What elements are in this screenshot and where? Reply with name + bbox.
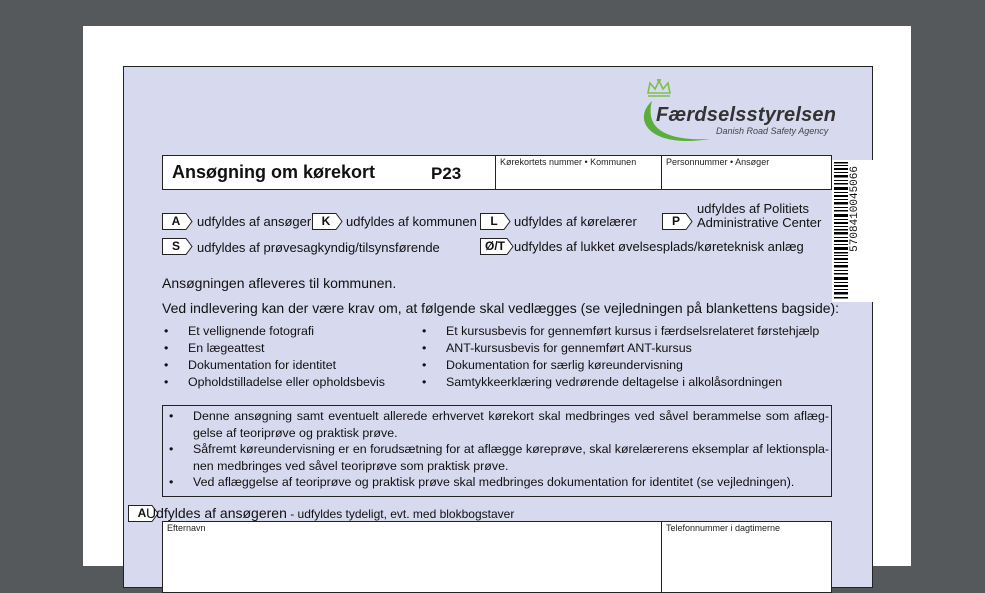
tag-k-label: K [321, 214, 331, 228]
tag-s [162, 238, 192, 254]
list-item: • En lægeattest [164, 340, 385, 357]
section-a-heading [146, 505, 514, 521]
list-item: • Et vellignende fotografi [164, 323, 385, 340]
list-item: • ANT-kursusbevis for gennemført ANT-kursus [422, 340, 819, 357]
legend-l-text: udfyldes af kørelærer [514, 214, 637, 229]
section-a-subtitle: - udfyldes tydeligt, evt. med blokbogstaver [286, 507, 515, 521]
phone-field[interactable] [661, 522, 832, 592]
legend-ot-text: udfyldes af lukket øvelsesplads/køreteknisk anlæg [514, 239, 804, 254]
list-item: • Samtykkeerklæring vedrørende deltagelse i alkolåsordningen [422, 374, 819, 391]
note-item: • Ved aflæggelse af teoriprøve og praktisk prøve skal medbringes dokumentation for identitet (se vejledningen). [169, 474, 829, 491]
legend-s-text: udfyldes af prøvesagkyndig/tilsynsførende [197, 240, 440, 255]
legend-k-text: udfyldes af kommunen [346, 214, 477, 229]
form-sheet [123, 66, 873, 588]
title-box [162, 155, 832, 190]
list-item: • Dokumentation for særlig køreundervisning [422, 357, 819, 374]
notes-list [169, 408, 829, 491]
tag-l-label: L [490, 214, 498, 228]
list-item: • Dokumentation for identitet [164, 357, 385, 374]
cpr-number-label: Personnummer • Ansøger [666, 157, 770, 167]
agency-name: Færdselsstyrelsen [656, 104, 837, 126]
tag-ot-label: Ø/T [485, 239, 505, 253]
phone-label: Telefonnummer i dagtimerne [666, 523, 781, 533]
requirements-left-list [164, 323, 385, 391]
intro-line1: Ansøgningen afleveres til kommunen. [162, 275, 397, 291]
tag-p [662, 213, 692, 229]
lastname-field[interactable] [163, 522, 661, 592]
intro-line2: Ved indlevering kan der være krav om, at følgende skal vedlægges (se vejledningen på blankettens bagside): [162, 300, 840, 316]
notes-box [162, 405, 832, 497]
list-item: • Et kursusbevis for gennemført kursus i færdselsrelateret førstehjælp [422, 323, 819, 340]
agency-subtitle: Danish Road Safety Agency [716, 126, 829, 136]
barcode [832, 160, 876, 302]
form-title: Ansøgning om kørekort [172, 162, 376, 182]
section-a-title: Udfyldes af ansøgeren [146, 505, 287, 521]
form-code: P23 [431, 164, 462, 183]
license-number-label: Kørekortets nummer • Kommunen [500, 157, 637, 167]
document-page [83, 26, 911, 566]
license-number-field[interactable] [495, 156, 662, 189]
barcode-digits: 5708410045066 [849, 166, 861, 252]
list-item: • Opholdstilladelse eller opholdsbevis [164, 374, 385, 391]
barcode-bars [834, 160, 848, 302]
legend-p-text-line1: udfyldes af Politiets [697, 201, 810, 216]
requirements-right-list [422, 323, 819, 391]
legend-p-text-line2: Administrative Center [697, 215, 822, 230]
applicant-fields [162, 521, 832, 593]
legend-a-text: udfyldes af ansøger [197, 214, 312, 229]
section-a-tag-label: A [137, 506, 147, 520]
lastname-label: Efternavn [167, 523, 206, 533]
tag-a-label: A [171, 214, 181, 228]
note-item: • Denne ansøgning samt eventuelt allerede erhvervet kørekort skal medbringes ved såvel berammelse som aflæg-gelse af teoriprøve og praktisk prøve. [169, 408, 829, 441]
tag-p-label: P [671, 214, 680, 228]
tag-s-label: S [171, 239, 180, 253]
tag-a [162, 213, 192, 229]
cpr-number-field[interactable] [661, 156, 832, 189]
tag-k [312, 213, 342, 229]
tag-l [480, 213, 510, 229]
note-item: • Såfremt køreundervisning er en forudsætning for at aflægge køreprøve, skal kørelærerens eksemplar af lektionspla-nen medbringes ved såvel teoriprøve som praktisk prøve. [169, 441, 829, 474]
tag-ot [480, 238, 514, 254]
